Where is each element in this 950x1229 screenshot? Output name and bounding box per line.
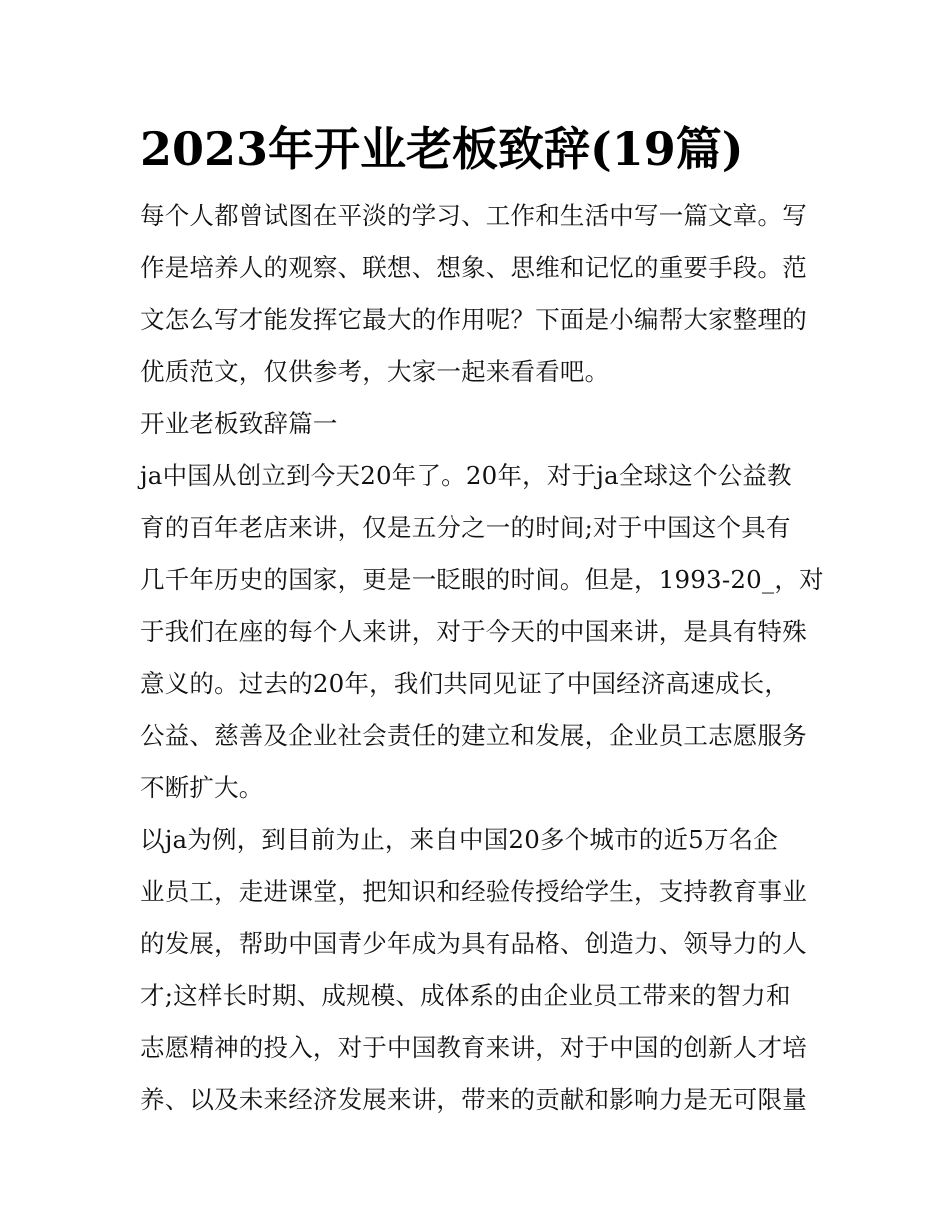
text-line: 优质范文，仅供参考，大家一起来看看吧。 bbox=[140, 357, 610, 386]
document-title: 2023年开业老板致辞(19篇) bbox=[140, 122, 744, 176]
text-line: 公益、慈善及企业社会责任的建立和发展，企业员工志愿服务 bbox=[140, 721, 807, 750]
text-line: 文怎么写才能发挥它最大的作用呢？下面是小编帮大家整理的 bbox=[140, 305, 807, 334]
text-line: 不断扩大。 bbox=[140, 773, 264, 802]
text-line: 作是培养人的观察、联想、想象、思维和记忆的重要手段。范 bbox=[140, 253, 807, 282]
document-content bbox=[140, 118, 824, 1126]
text-line: 才;这样长时期、成规模、成体系的由企业员工带来的智力和 bbox=[140, 981, 791, 1010]
text-line: 育的百年老店来讲，仅是五分之一的时间;对于中国这个具有 bbox=[140, 513, 791, 542]
text-line: 养、以及未来经济发展来讲，带来的贡献和影响力是无可限量 bbox=[140, 1085, 807, 1114]
text-line: 以ja为例，到目前为止，来自中国20多个城市的近5万名企 bbox=[140, 825, 779, 854]
text-line: 每个人都曾试图在平淡的学习、工作和生活中写一篇文章。写 bbox=[140, 201, 807, 230]
text-line: 业员工，走进课堂，把知识和经验传授给学生，支持教育事业 bbox=[140, 877, 807, 906]
section-heading: 开业老板致辞篇一 bbox=[140, 409, 338, 438]
document-body bbox=[140, 190, 824, 1126]
text-line: 于我们在座的每个人来讲，对于今天的中国来讲，是具有特殊 bbox=[140, 617, 807, 646]
text-line: 的发展，帮助中国青少年成为具有品格、创造力、领导力的人 bbox=[140, 929, 807, 958]
text-line: 志愿精神的投入，对于中国教育来讲，对于中国的创新人才培 bbox=[140, 1033, 807, 1062]
text-line: ja中国从创立到今天20年了。20年，对于ja全球这个公益教 bbox=[140, 461, 792, 490]
text-line: 几千年历史的国家，更是一眨眼的时间。但是，1993-20_，对 bbox=[140, 565, 824, 594]
text-line: 意义的。过去的20年，我们共同见证了中国经济高速成长， bbox=[140, 669, 790, 698]
